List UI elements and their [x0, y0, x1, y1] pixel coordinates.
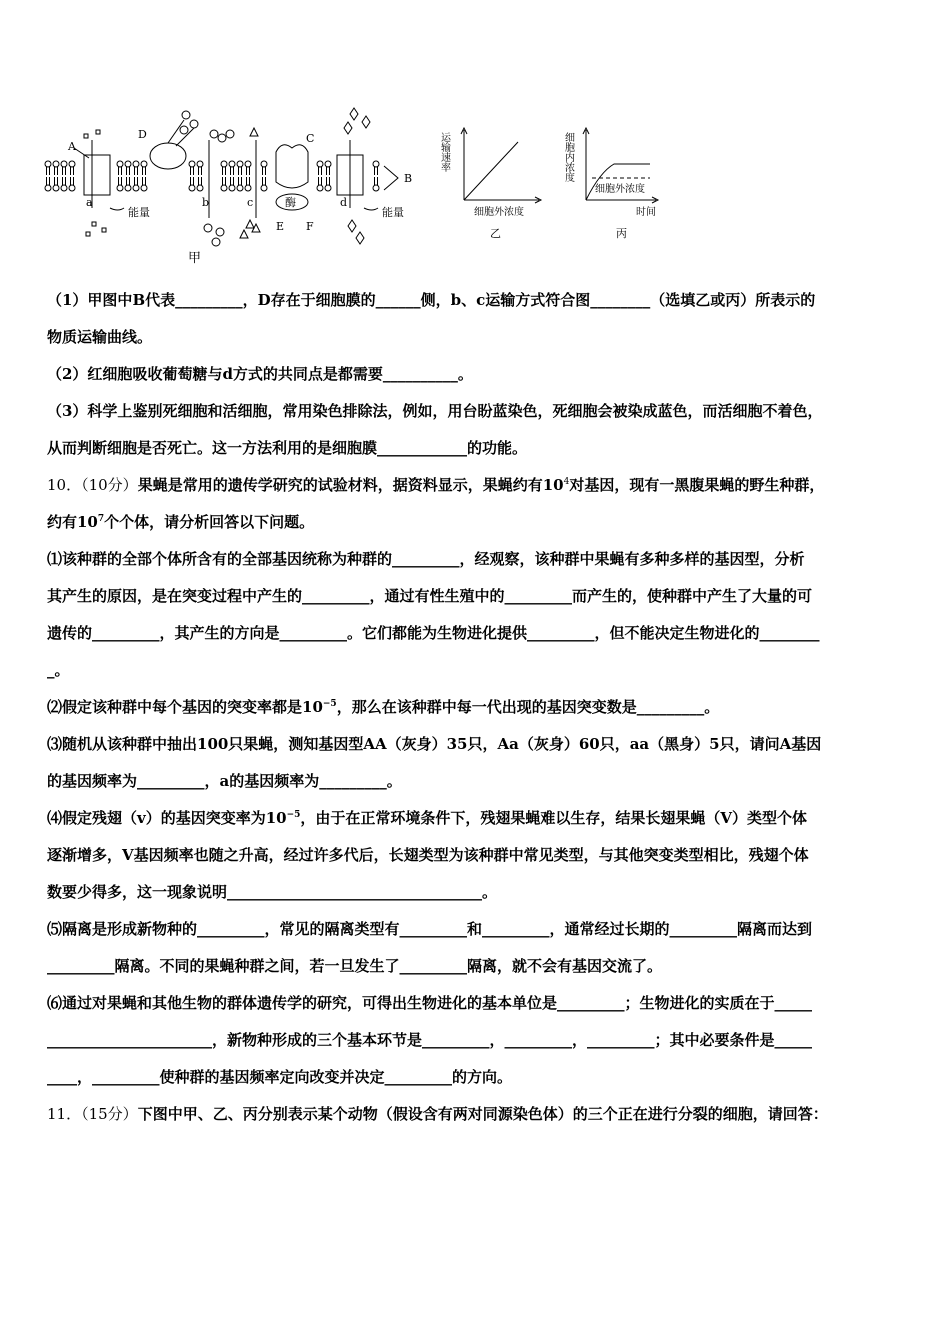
bing-xlabel: 时间 — [636, 207, 656, 218]
q10-intro-b: 对基因，现有一黑腹果蝇的野生种群， — [569, 476, 825, 494]
q10-p6-line-3: ____，_________使种群的基因频率定向改变并决定_________的方向。 — [47, 1068, 513, 1086]
lipid-head — [133, 185, 139, 191]
q10-intro-sup: 4 — [563, 477, 570, 487]
lipid-tail — [135, 177, 138, 185]
energy-label-right: 能量 — [382, 206, 404, 219]
lipid-head — [61, 161, 67, 167]
lipid-head — [261, 161, 267, 167]
lipid-tail — [375, 167, 378, 175]
q10-p4-sup: −5 — [286, 810, 301, 820]
label-E: E — [276, 220, 285, 233]
q11-text: 下图中甲、乙、丙分别表示某个动物（假设含有两对同源染色体）的三个正在进行分裂的细胞，请回答： — [137, 1105, 828, 1123]
q10-p3-line-2: 的基因频率为_________，a的基因频率为_________。 — [47, 772, 402, 790]
lipid-tail — [223, 177, 226, 185]
lipid-tail — [191, 177, 194, 185]
lipid-head — [69, 185, 75, 191]
lipid-tail — [263, 167, 266, 175]
q9-line-5: 从而判断细胞是否死亡。这一方法利用的是细胞膜____________的功能。 — [47, 439, 528, 457]
lipid-head — [125, 161, 131, 167]
lipid-tail — [119, 177, 122, 185]
lipid-head — [197, 161, 203, 167]
q10-p2-b: ，那么在该种群中每一代出现的基因突变数是_________。 — [336, 698, 720, 716]
lipid-head — [141, 161, 147, 167]
lipid-head — [117, 185, 123, 191]
lipid-head — [45, 161, 51, 167]
lipid-tail — [375, 177, 378, 185]
q10-p1-line-4: _。 — [47, 661, 70, 679]
panel-label-jia: 甲 — [188, 251, 202, 266]
graph-bing — [563, 128, 659, 240]
glycoprotein-d — [150, 143, 186, 169]
lipid-head — [53, 185, 59, 191]
q10-p5-line-1: ⑸隔离是形成新物种的_________，常见的隔离类型有_________和_________，通常经过长期的_________隔离而达到 — [47, 920, 813, 938]
lipid-head — [221, 185, 227, 191]
q9-line-1: （1）甲图中B代表_________，D存在于细胞膜的______侧，b、c运输方式符合图________（选填乙或丙）所表示的 — [47, 291, 816, 309]
q10-line-2 — [47, 504, 909, 541]
lipid-tail — [327, 177, 330, 185]
lipid-tail — [127, 177, 130, 185]
lipid-tail — [231, 167, 234, 175]
lipid-tail — [327, 167, 330, 175]
lipid-head — [53, 161, 59, 167]
q9-line-4: （3）科学上鉴别死细胞和活细胞，常用染色排除法，例如，用台盼蓝染色，死细胞会被染成蓝色，而活细胞不着色， — [47, 402, 823, 420]
q10-score: （10分） — [81, 476, 138, 494]
lipid-head — [133, 161, 139, 167]
q10-p6-line-1: ⑹通过对果蝇和其他生物的群体遗传学的研究，可得出生物进化的基本单位是_________；生物进化的实质在于_____ — [47, 994, 813, 1012]
lipid-head — [373, 185, 379, 191]
lipid-head — [317, 185, 323, 191]
label-F: F — [306, 220, 314, 233]
label-d: d — [340, 196, 348, 209]
lipid-head — [261, 185, 267, 191]
lipid-tail — [63, 177, 66, 185]
q10-p4-a: ⑷假定残翅（v）的基因突变率为10 — [47, 809, 287, 827]
label-c: c — [247, 196, 254, 209]
lipid-head — [117, 161, 123, 167]
label-B: B — [404, 172, 413, 185]
panel-label-bing: 丙 — [616, 227, 627, 240]
lipid-head — [229, 185, 235, 191]
lipid-tail — [47, 167, 50, 175]
q10-p1-line-2: 其产生的原因，是在突变过程中产生的_________，通过有性生殖中的_________而产生的，使种群中产生了大量的可 — [47, 587, 813, 605]
lipid-tail — [319, 167, 322, 175]
lipid-head — [45, 185, 51, 191]
membrane-transport-figure — [44, 100, 684, 270]
energy-label-left: 能量 — [128, 206, 150, 219]
lipid-tail — [143, 177, 146, 185]
q10-p2-sup: −5 — [322, 699, 337, 709]
q10-p6-line-2: ______________________，新物种形成的三个基本环节是_________，_________，_________；其中必要条件是_____ — [47, 1031, 813, 1049]
q10-p5-line-2: _________隔离。不同的果蝇种群之间，若一旦发生了_________隔离，就不会有基因交流了。 — [47, 957, 663, 975]
lipid-head — [373, 161, 379, 167]
lipid-tail — [127, 167, 130, 175]
q11-score: （15分） — [81, 1105, 138, 1123]
bing-ylabel: 细胞内浓度 — [562, 132, 574, 182]
lipid-head — [221, 161, 227, 167]
q9-line-3: （2）红细胞吸收葡萄糖与d方式的共同点是都需要__________。 — [47, 365, 473, 383]
lipid-tail — [239, 177, 242, 185]
q10-p4-line-3: 数要少得多，这一现象说明__________________________________。 — [47, 883, 498, 901]
lipid-tail — [55, 177, 58, 185]
q10-line2-a: 约有10 — [47, 513, 98, 531]
q10-number: 10． — [47, 476, 82, 494]
lipid-tail — [191, 167, 194, 175]
q11-number: 11． — [47, 1105, 82, 1123]
lipid-tail — [223, 167, 226, 175]
lipid-head — [245, 161, 251, 167]
lipid-tail — [55, 167, 58, 175]
lipid-head — [197, 185, 203, 191]
q10-p3-line-1: ⑶随机从该种群中抽出100只果蝇，测知基因型AA（灰身）35只，Aa（灰身）60只，aa（黑身）5只，请问A基因 — [47, 735, 822, 753]
q10-p2-a: ⑵假定该种群中每个基因的突变率都是10 — [47, 698, 323, 716]
panel-label-yi: 乙 — [490, 227, 501, 240]
enzyme-label: 酶 — [285, 196, 296, 209]
lipid-tail — [239, 167, 242, 175]
lipid-tail — [47, 177, 50, 185]
lipid-head — [141, 185, 147, 191]
q10-p1-line-3: 遗传的_________，其产生的方向是_________。它们都能为生物进化提供_________，但不能决定生物进化的________ — [47, 624, 820, 642]
lipid-tail — [143, 167, 146, 175]
question-text — [47, 282, 909, 1133]
q10-intro — [47, 467, 909, 504]
lipid-head — [317, 161, 323, 167]
lipid-tail — [247, 167, 250, 175]
lipid-head — [125, 185, 131, 191]
q9-line-2: 物质运输曲线。 — [47, 328, 153, 346]
q10-p4-b: ，由于在正常环境条件下，残翅果蝇难以生存，结果长翅果蝇（V）类型个体 — [300, 809, 808, 827]
lipid-head — [237, 161, 243, 167]
lipid-tail — [135, 167, 138, 175]
label-a: a — [86, 196, 93, 209]
lipid-tail — [319, 177, 322, 185]
q10-p1-line-1: ⑴该种群的全部个体所含有的全部基因统称为种群的_________，经观察，该种群中果蝇有多种多样的基因型，分析 — [47, 550, 805, 568]
lipid-tail — [71, 177, 74, 185]
lipid-tail — [199, 177, 202, 185]
label-A: A — [68, 140, 76, 153]
enzyme-protein — [276, 145, 308, 188]
lipid-head — [237, 185, 243, 191]
lipid-head — [229, 161, 235, 167]
graph-yi — [439, 128, 542, 240]
lipid-tail — [247, 177, 250, 185]
lipid-head — [325, 185, 331, 191]
yi-curve — [464, 142, 518, 200]
label-D: D — [138, 128, 147, 141]
yi-xlabel: 细胞外浓度 — [474, 207, 524, 218]
lipid-head — [61, 185, 67, 191]
lipid-tail — [231, 177, 234, 185]
lipid-head — [189, 185, 195, 191]
label-C: C — [306, 132, 315, 145]
lipid-tail — [263, 177, 266, 185]
label-b: b — [202, 196, 210, 209]
lipid-tail — [71, 167, 74, 175]
lipid-head — [325, 161, 331, 167]
q11-intro — [47, 1096, 909, 1133]
q10-p2 — [47, 689, 909, 726]
protein-a — [84, 155, 110, 195]
q10-p4-line-2: 逐渐增多，V基因频率也随之升高，经过许多代后，长翅类型为该种群中常见类型，与其他突变类型相比，残翅个体 — [47, 846, 809, 864]
yi-ylabel: 运输速率 — [438, 132, 450, 172]
lipid-head — [245, 185, 251, 191]
q10-p4-line-1 — [47, 800, 909, 837]
bing-curve-label: 细胞外浓度 — [595, 184, 645, 195]
lipid-tail — [63, 167, 66, 175]
lipid-head — [189, 161, 195, 167]
lipid-tail — [119, 167, 122, 175]
q10-line2-b: 个个体，请分析回答以下问题。 — [104, 513, 315, 531]
lipid-head — [69, 161, 75, 167]
q10-intro-a: 果蝇是常用的遗传学研究的试验材料，据资料显示，果蝇约有10 — [137, 476, 564, 494]
q10-line2-sup: 7 — [97, 514, 105, 524]
lipid-tail — [199, 167, 202, 175]
